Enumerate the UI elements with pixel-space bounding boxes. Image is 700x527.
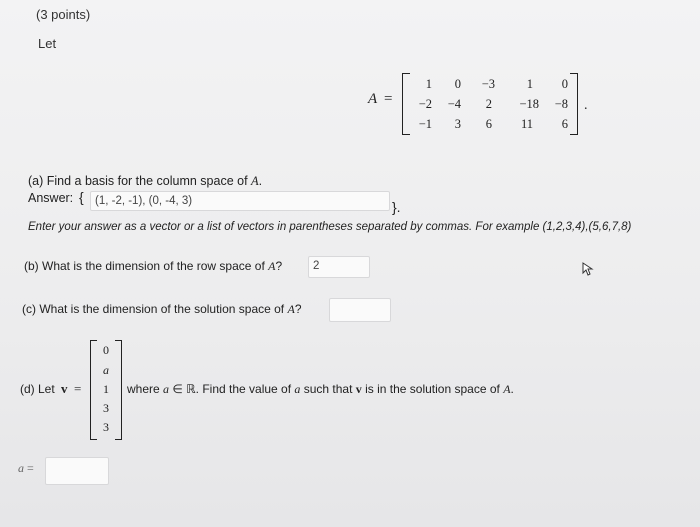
part-d-text-4: is in the solution space of (361, 382, 504, 396)
answer-label: Answer: (28, 191, 74, 205)
a-answer-eq: = (27, 461, 34, 475)
part-d-var-A: A (503, 382, 511, 396)
part-d-question (127, 382, 514, 397)
matrix-cell: 11 (520, 117, 533, 131)
a-answer-var: a (18, 461, 24, 475)
a-value-input[interactable] (45, 457, 109, 485)
part-b-var: A (268, 259, 276, 273)
let-label: Let (38, 36, 57, 51)
matrix-a (402, 73, 578, 135)
vector-v-equals: = (74, 381, 82, 396)
vector-v (90, 340, 122, 440)
matrix-cell: −1 (418, 117, 432, 131)
part-a-question (28, 174, 262, 189)
part-d-text-1: where (127, 382, 164, 396)
solution-space-dimension-input[interactable] (329, 298, 391, 322)
part-b-question (24, 259, 282, 274)
vector-entry: 3 (103, 420, 109, 434)
format-hint: Enter your answer as a vector or a list of vectors in parentheses separated by commas. For example (1,2,3,4),(5,6,7,8) (28, 221, 632, 233)
part-d-var-a2: a (294, 382, 301, 396)
part-c-var: A (287, 302, 295, 316)
part-b-question-prefix: (b) What is the dimension of the row space of (24, 259, 269, 273)
matrix-cell: −3 (481, 77, 495, 91)
part-c-question-suffix: ? (294, 302, 302, 316)
matrix-cell: −18 (519, 97, 539, 111)
part-d-var-a: a (163, 382, 170, 396)
matrix-cell: 3 (454, 117, 461, 131)
part-c-question-prefix: (c) What is the dimension of the solution space of (22, 302, 288, 316)
matrix-a-equals: = (384, 91, 393, 107)
matrix-a-name: A (368, 91, 378, 107)
part-d-text-2: ∈ ℝ. Find the value of (169, 382, 295, 396)
vector-entry: a (103, 363, 109, 377)
part-d-prefix: (d) Let (20, 382, 55, 396)
vector-left-bracket (90, 340, 97, 440)
points-label: (3 points) (36, 7, 91, 22)
part-c-question (22, 302, 302, 317)
matrix-cell: 2 (485, 97, 492, 111)
part-b-question-suffix: ? (275, 259, 283, 273)
matrix-cell: 1 (425, 77, 432, 91)
part-a-question-suffix: . (258, 174, 263, 188)
a-answer-label (18, 461, 34, 476)
brace-close: }. (392, 199, 401, 215)
matrix-right-bracket (570, 73, 578, 135)
matrix-a-period: . (584, 98, 588, 113)
matrix-cell: 1 (526, 77, 533, 91)
matrix-cell: 0 (561, 77, 568, 91)
matrix-cell: −4 (447, 97, 461, 111)
mouse-cursor-icon (582, 262, 594, 276)
vector-entry: 0 (103, 343, 109, 357)
part-d-text-3: such that (300, 382, 356, 396)
vector-entry: 1 (103, 382, 109, 396)
matrix-cell: −8 (554, 97, 568, 111)
brace-open: { (79, 189, 84, 205)
part-d-var-v: v (355, 382, 362, 396)
matrix-cell: 6 (561, 117, 568, 131)
part-a-question-prefix: (a) Find a basis for the column space of (28, 174, 252, 188)
vector-right-bracket (115, 340, 122, 440)
vector-entry: 3 (103, 401, 109, 415)
part-a-var: A (251, 174, 259, 188)
part-d-text-5: . (510, 382, 514, 396)
basis-answer-input[interactable]: (1, -2, -1), (0, -4, 3) (90, 191, 390, 211)
matrix-cell: 0 (454, 77, 461, 91)
matrix-cell: −2 (418, 97, 432, 111)
vector-v-name: v (61, 381, 68, 396)
matrix-cell: 6 (485, 117, 492, 131)
row-space-dimension-input[interactable]: 2 (308, 256, 370, 278)
